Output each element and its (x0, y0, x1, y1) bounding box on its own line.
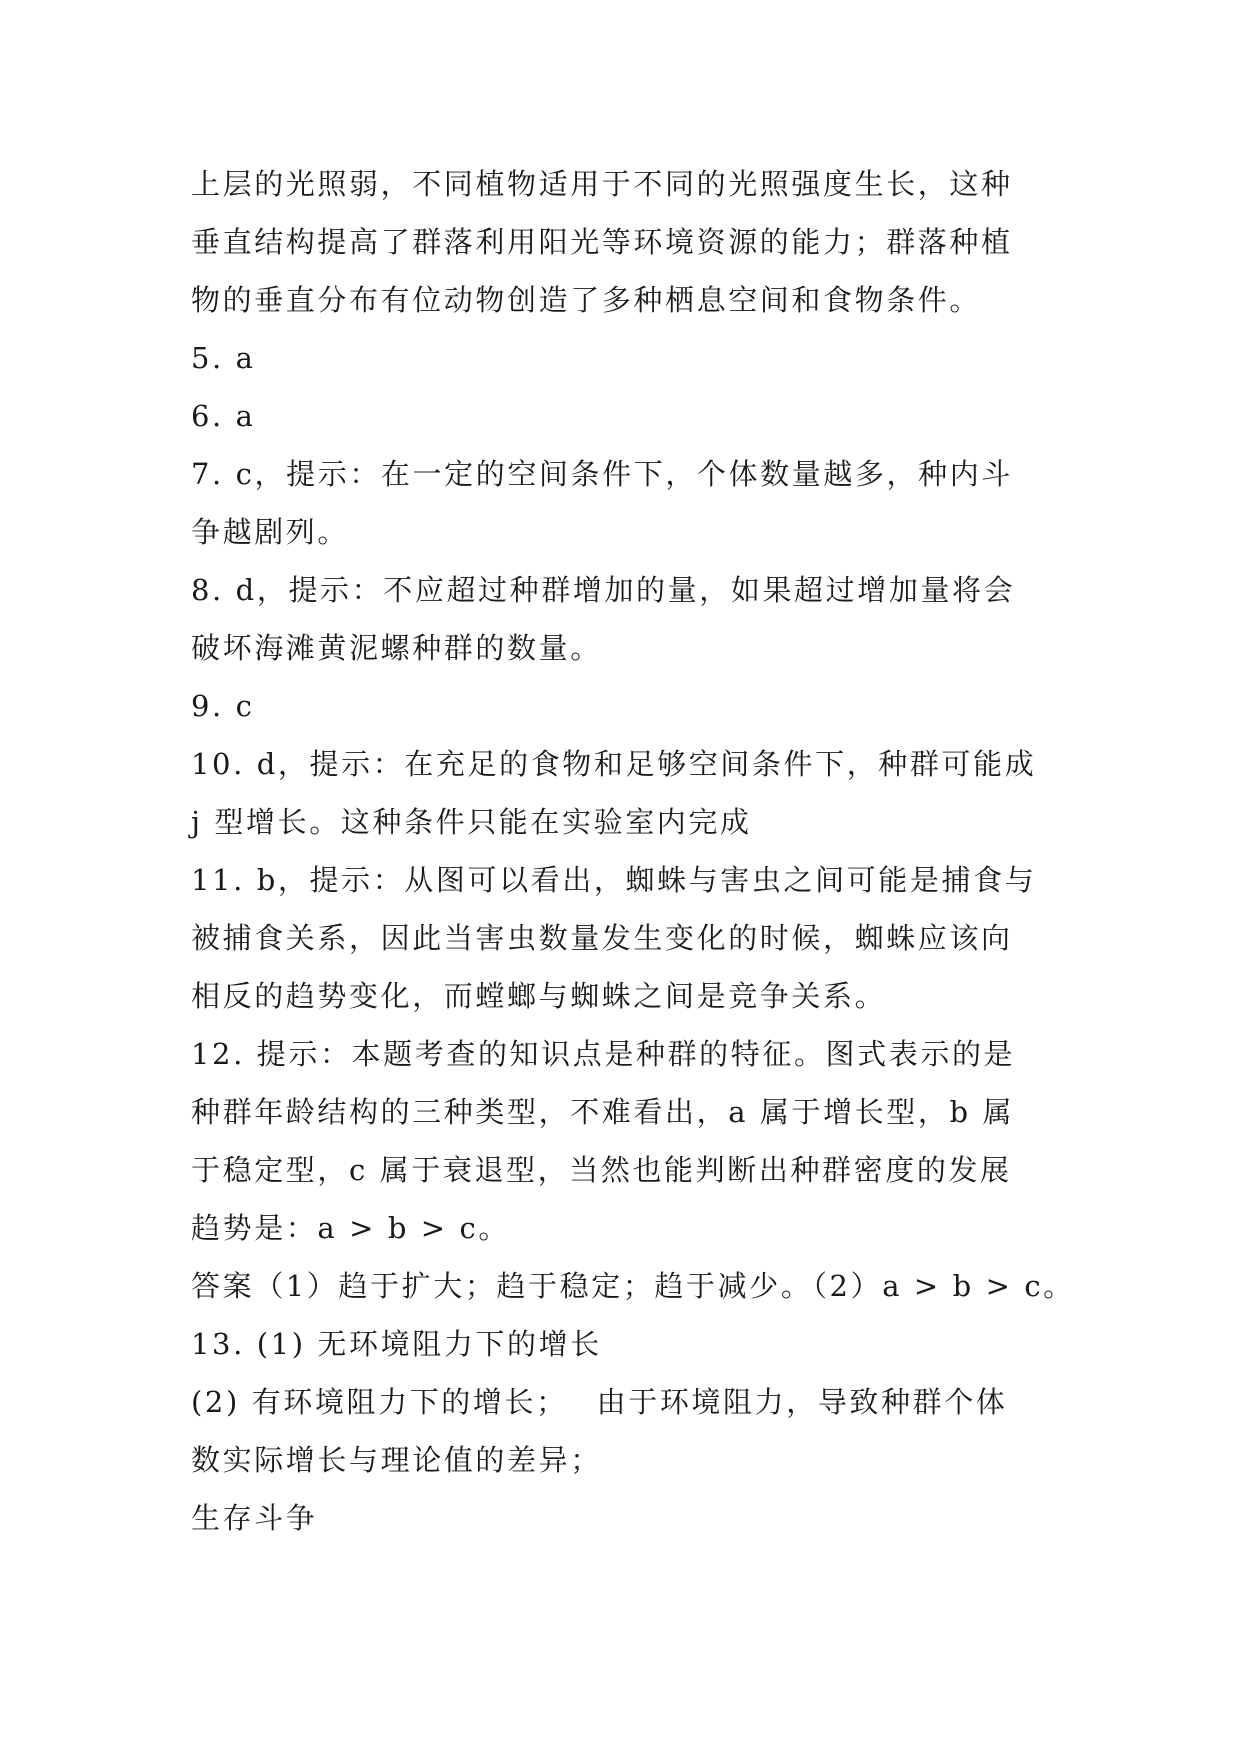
answer-item-12: 12. 提示：本题考查的知识点是种群的特征。图式表示的是 (191, 1037, 1016, 1071)
text-line: 相反的趋势变化，而螳螂与蜘蛛之间是竞争关系。 (191, 979, 887, 1013)
text-line: j 型增长。这种条件只能在实验室内完成 (191, 805, 752, 839)
text-line: 趋势是：a > b > c。 (191, 1211, 510, 1245)
answer-item-7: 7. c，提示：在一定的空间条件下，个体数量越多，种内斗 (191, 457, 1013, 491)
text-line: (2) 有环境阻力下的增长； 由于环境阻力，导致种群个体 (191, 1385, 1008, 1419)
document-body (191, 155, 1081, 1547)
text-line: 垂直结构提高了群落利用阳光等环境资源的能力；群落种植 (191, 225, 1013, 259)
text-line: 种群年龄结构的三种类型，不难看出，a 属于增长型，b 属 (191, 1095, 1015, 1129)
answer-key-line: 答案（1）趋于扩大；趋于稳定；趋于减少。（2）a > b > c。 (191, 1269, 1075, 1303)
text-line: 上层的光照弱，不同植物适用于不同的光照强度生长，这种 (191, 167, 1013, 201)
text-line: 物的垂直分布有位动物创造了多种栖息空间和食物条件。 (191, 283, 982, 317)
answer-item-9: 9. c (191, 689, 255, 723)
text-line: 数实际增长与理论值的差异； (191, 1443, 602, 1477)
text-line: 争越剧列。 (191, 515, 350, 549)
text-line: 生存斗争 (191, 1501, 318, 1535)
answer-item-10: 10. d，提示：在充足的食物和足够空间条件下，种群可能成 (191, 747, 1037, 781)
answer-item-11: 11. b，提示：从图可以看出，蜘蛛与害虫之间可能是捕食与 (191, 863, 1037, 897)
answer-item-8: 8. d，提示：不应超过种群增加的量，如果超过增加量将会 (191, 573, 1016, 607)
text-line: 被捕食关系，因此当害虫数量发生变化的时候，蜘蛛应该向 (191, 921, 1013, 955)
answer-item-13: 13. (1) 无环境阻力下的增长 (191, 1327, 602, 1361)
answer-item-5: 5. a (191, 341, 256, 375)
answer-item-6: 6. a (191, 399, 256, 433)
text-line: 破坏海滩黄泥螺种群的数量。 (191, 631, 602, 665)
text-line: 于稳定型，c 属于衰退型，当然也能判断出种群密度的发展 (191, 1153, 1012, 1187)
